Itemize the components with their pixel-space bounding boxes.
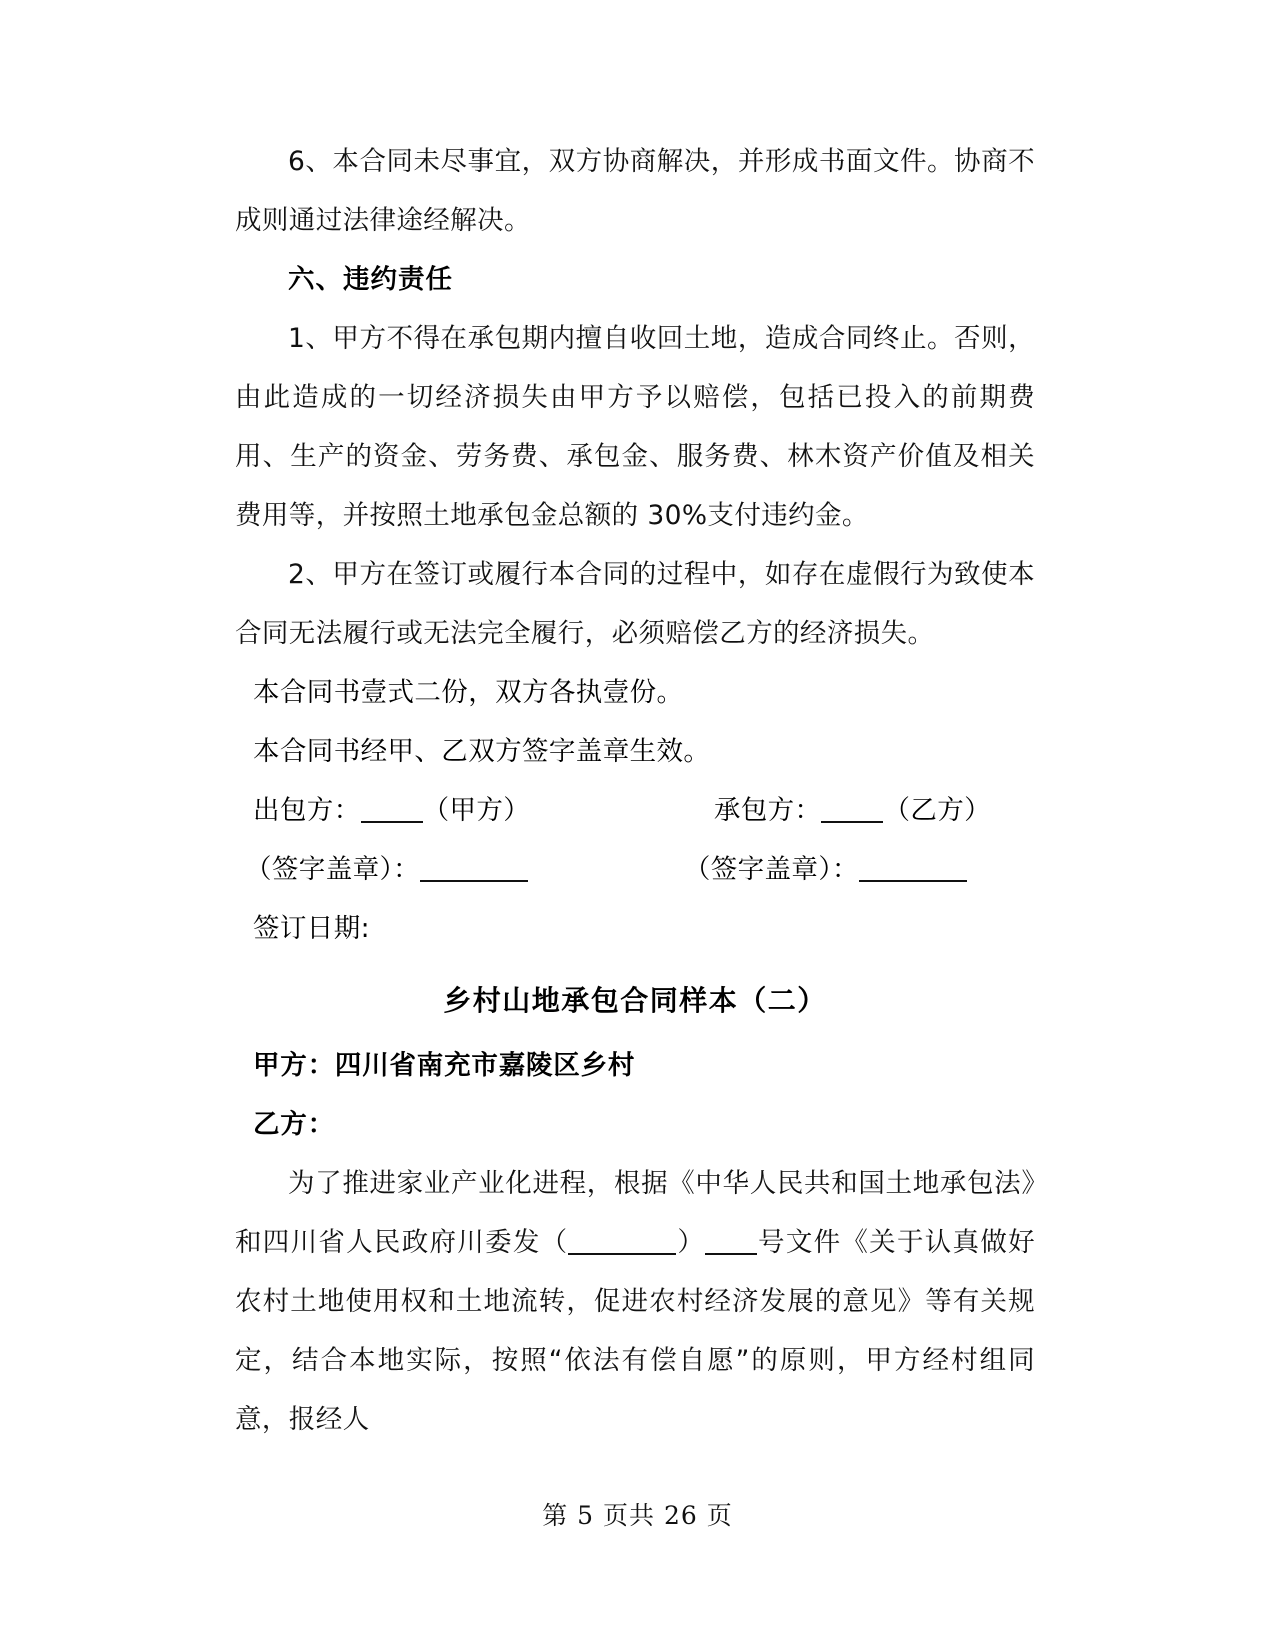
seal-party-a-blank[interactable] [420,880,528,882]
page-number-indicator: 第 5 页共 26 页 [542,1501,733,1530]
signature-row-parties [235,781,1035,840]
paragraph-clause-6: 6、本合同未尽事宜，双方协商解决，并形成书面文件。协商不成则通过法律途经解决。 [235,146,1035,236]
heading-section-six: 六、违约责任 [288,264,453,295]
paragraph-liability-item-1: 1、甲方不得在承包期内擅自收回土地，造成合同终止。否则，由此造成的一切经济损失由甲方予以赔偿，包括已投入的前期费用、生产的资金、劳务费、承包金、服务费、林木资产价值及相关费用等，并按照土地承包金总额的 30%支付违约金。 [235,323,1035,531]
preamble-text-part-3: 号文件《关于认真做好农村土地使用权和土地流转，促进农村经济发展的意见》等有关规定，结合本地实际，按照“依法有偿自愿”的原则，甲方经村组同意，报经人 [235,1227,1036,1435]
preamble-year-blank[interactable] [568,1253,676,1255]
paragraph-effective-statement: 本合同书经甲、乙双方签字盖章生效。 [253,736,711,767]
seal-party-b-group [684,840,967,899]
signature-party-a-label: 出包方： [253,795,361,826]
section-two-title: 乡村山地承包合同样本（二） [443,984,827,1017]
section-two-party-a: 甲方：四川省南充市嘉陵区乡村 [253,1050,636,1081]
preamble-text-part-1: 为了推进家业产业化进程，根据《中华人民共和国土地承包法》和四川省人民政府川委发（ [235,1168,1035,1258]
signature-party-a-suffix: （甲方） [422,795,531,826]
signature-party-a-blank[interactable] [361,821,423,823]
title-spacer [235,958,1035,966]
seal-party-b-label: （签字盖章）： [683,854,859,885]
seal-party-a-group [235,840,675,899]
signature-row-seals [235,840,1035,899]
preamble-number-blank[interactable] [705,1253,757,1255]
document-body [235,132,1035,1449]
preamble-text-part-2: ） [676,1227,706,1258]
section-two-party-b: 乙方： [253,1109,335,1140]
section-two-preamble [235,1154,1035,1449]
signature-party-b-suffix: （乙方） [883,795,992,826]
seal-party-b-blank[interactable] [859,880,967,882]
signature-party-b-label: 承包方： [713,795,822,826]
paragraph-copies-statement: 本合同书壹式二份，双方各执壹份。 [253,677,684,708]
seal-party-a-label: （签字盖章）： [245,854,421,885]
signature-party-b-blank[interactable] [821,821,883,823]
page-footer [0,1496,1275,1532]
signature-party-b-group [714,781,991,840]
signature-date-label: 签订日期: [253,913,370,944]
paragraph-liability-item-2: 2、甲方在签订或履行本合同的过程中，如存在虚假行为致使本合同无法履行或无法完全履行，必须赔偿乙方的经济损失。 [235,559,1035,649]
signature-party-a-group [235,781,705,840]
